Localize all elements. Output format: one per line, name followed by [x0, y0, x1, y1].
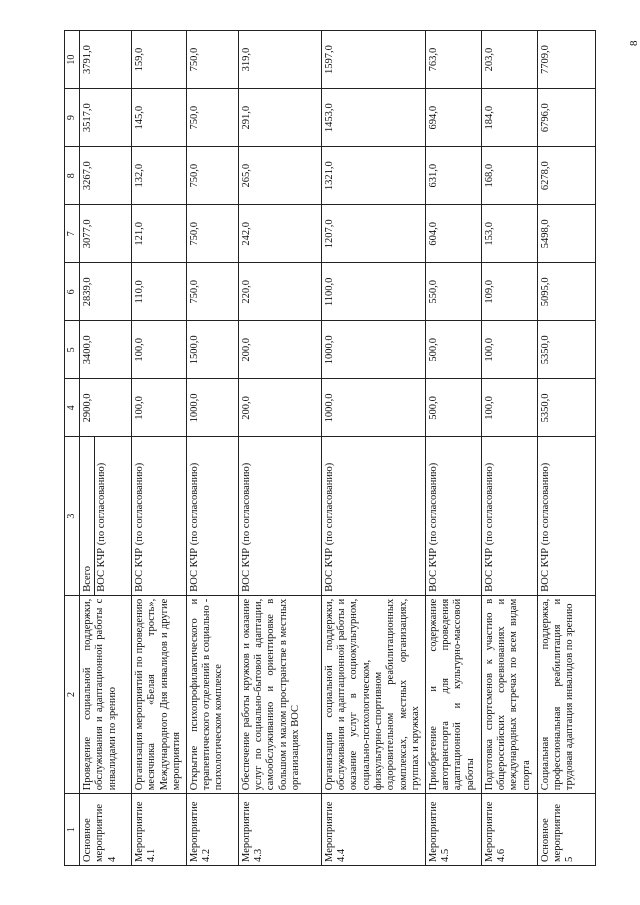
value-cell: 6278,0 [537, 147, 595, 205]
table-row [481, 31, 537, 866]
executor-cell: ВОС КЧР (по согласованию) [321, 437, 425, 595]
value-cell: 200,0 [238, 379, 321, 437]
value-cell: 203,0 [481, 31, 537, 89]
executor-cell: ВОС КЧР (по согласованию) [238, 437, 321, 595]
value-cell: 291,0 [238, 89, 321, 147]
page-number: 8 [628, 40, 640, 46]
table-row [238, 31, 321, 866]
value-cell: 5095,0 [537, 263, 595, 321]
code-cell: Мероприятие 4.6 [481, 794, 537, 866]
value-cell: 200,0 [238, 321, 321, 379]
value-cell: 100,0 [132, 321, 187, 379]
table-row [80, 31, 132, 866]
table-row [132, 31, 187, 866]
table-row [321, 31, 425, 866]
value-cell: 7709,0 [537, 31, 595, 89]
description-cell: Организация социальной поддержки, обслуживания и адаптационной работы и оказание услуг в социокультурном, социально-психологическом, физкультурно-спортивном оздоровительном реабилитационных комплексах, местных организациях, группах и кружках [321, 595, 425, 793]
executor-cell: ВОС КЧР (по согласованию) [186, 437, 238, 595]
value-cell: 763,0 [425, 31, 481, 89]
value-cell: 5498,0 [537, 205, 595, 263]
value-cell: 110,0 [132, 263, 187, 321]
value-cell: 145,0 [132, 89, 187, 147]
header-cell: 1 [65, 794, 80, 866]
value-cell: 500,0 [425, 321, 481, 379]
value-cell: 750,0 [186, 263, 238, 321]
value-cell: 6796,0 [537, 89, 595, 147]
value-cell: 1321,0 [321, 147, 425, 205]
value-cell: 159,0 [132, 31, 187, 89]
header-row [65, 31, 80, 866]
code-cell: Мероприятие 4.4 [321, 794, 425, 866]
value-cell: 220,0 [238, 263, 321, 321]
value-cell: 109,0 [481, 263, 537, 321]
value-cell: 1500,0 [186, 321, 238, 379]
value-cell: 1100,0 [321, 263, 425, 321]
header-cell: 6 [65, 263, 80, 321]
value-cell: 1207,0 [321, 205, 425, 263]
value-cell: 604,0 [425, 205, 481, 263]
value-cell: 694,0 [425, 89, 481, 147]
value-cell: 631,0 [425, 147, 481, 205]
value-cell: 1000,0 [321, 379, 425, 437]
description-cell: Проведение социальной поддержки, обслуживания и адаптационной работы с инвалидами по зрению [80, 595, 132, 793]
value-cell: 750,0 [186, 89, 238, 147]
executor-org: ВОС КЧР (по согласованию) [94, 437, 108, 594]
header-cell: 9 [65, 89, 80, 147]
value-cell: 500,0 [425, 379, 481, 437]
executor-cell: ВОС КЧР (по согласованию) [425, 437, 481, 595]
value-cell: 3517,0 [80, 89, 132, 147]
value-cell: 5350,0 [537, 379, 595, 437]
value-cell: 750,0 [186, 205, 238, 263]
value-cell: 1453,0 [321, 89, 425, 147]
header-cell: 2 [65, 595, 80, 793]
code-cell: Мероприятие 4.1 [132, 794, 187, 866]
header-cell: 4 [65, 379, 80, 437]
value-cell: 121,0 [132, 205, 187, 263]
description-cell: Открытие психопрофилактического и терапевтического отделений в социально - психологическом комплексе [186, 595, 238, 793]
value-cell: 242,0 [238, 205, 321, 263]
header-cell: 3 [65, 437, 80, 595]
value-cell: 3400,0 [80, 321, 132, 379]
value-cell: 168,0 [481, 147, 537, 205]
table-row [186, 31, 238, 866]
value-cell: 3791,0 [80, 31, 132, 89]
description-cell: Социальная поддержка, профессиональная реабилитация и трудовая адаптация инвалидов по зрению [537, 595, 595, 793]
description-cell: Организация мероприятий по проведению месячника «Белая трость», Международного Дня инвалидов и другие мероприятия [132, 595, 187, 793]
value-cell: 3267,0 [80, 147, 132, 205]
value-cell: 750,0 [186, 147, 238, 205]
executor-cell: ВОС КЧР (по согласованию) [132, 437, 187, 595]
value-cell: 2900,0 [80, 379, 132, 437]
value-cell: 265,0 [238, 147, 321, 205]
value-cell: 100,0 [481, 321, 537, 379]
value-cell: 319,0 [238, 31, 321, 89]
header-cell: 5 [65, 321, 80, 379]
value-cell: 5350,0 [537, 321, 595, 379]
table-row [537, 31, 595, 866]
code-cell: Основное мероприятие 5 [537, 794, 595, 866]
value-cell: 3077,0 [80, 205, 132, 263]
code-cell: Мероприятие 4.5 [425, 794, 481, 866]
code-cell: Основное мероприятие 4 [80, 794, 132, 866]
description-cell: Приобретение и содержание автотранспорта для проведения адаптационной и культурно-массовой работы [425, 595, 481, 793]
executor-cell: ВОС КЧР (по согласованию) [537, 437, 595, 595]
table-row [425, 31, 481, 866]
value-cell: 100,0 [132, 379, 187, 437]
code-cell: Мероприятие 4.2 [186, 794, 238, 866]
header-cell: 8 [65, 147, 80, 205]
value-cell: 132,0 [132, 147, 187, 205]
program-table [64, 30, 596, 866]
description-cell: Обеспечение работы кружков и оказание услуг по социально-бытовой адаптации, самообслуживанию и ориентировке в большом и малом пространстве в местных организациях ВОС [238, 595, 321, 793]
executor-cell: ВОС КЧР (по согласованию) [481, 437, 537, 595]
executor-total: Всего [82, 566, 93, 592]
value-cell: 1000,0 [186, 379, 238, 437]
value-cell: 750,0 [186, 31, 238, 89]
header-cell: 10 [65, 31, 80, 89]
value-cell: 153,0 [481, 205, 537, 263]
value-cell: 1597,0 [321, 31, 425, 89]
value-cell: 550,0 [425, 263, 481, 321]
description-cell: Подготовка спортсменов к участию в общероссийских соревнованиях и международных встречах по всем видам спорта [481, 595, 537, 793]
value-cell: 100,0 [481, 379, 537, 437]
code-cell: Мероприятие 4.3 [238, 794, 321, 866]
executor-cell [80, 437, 132, 595]
value-cell: 2839,0 [80, 263, 132, 321]
rotated-page [64, 30, 582, 866]
header-cell: 7 [65, 205, 80, 263]
value-cell: 1000,0 [321, 321, 425, 379]
value-cell: 184,0 [481, 89, 537, 147]
